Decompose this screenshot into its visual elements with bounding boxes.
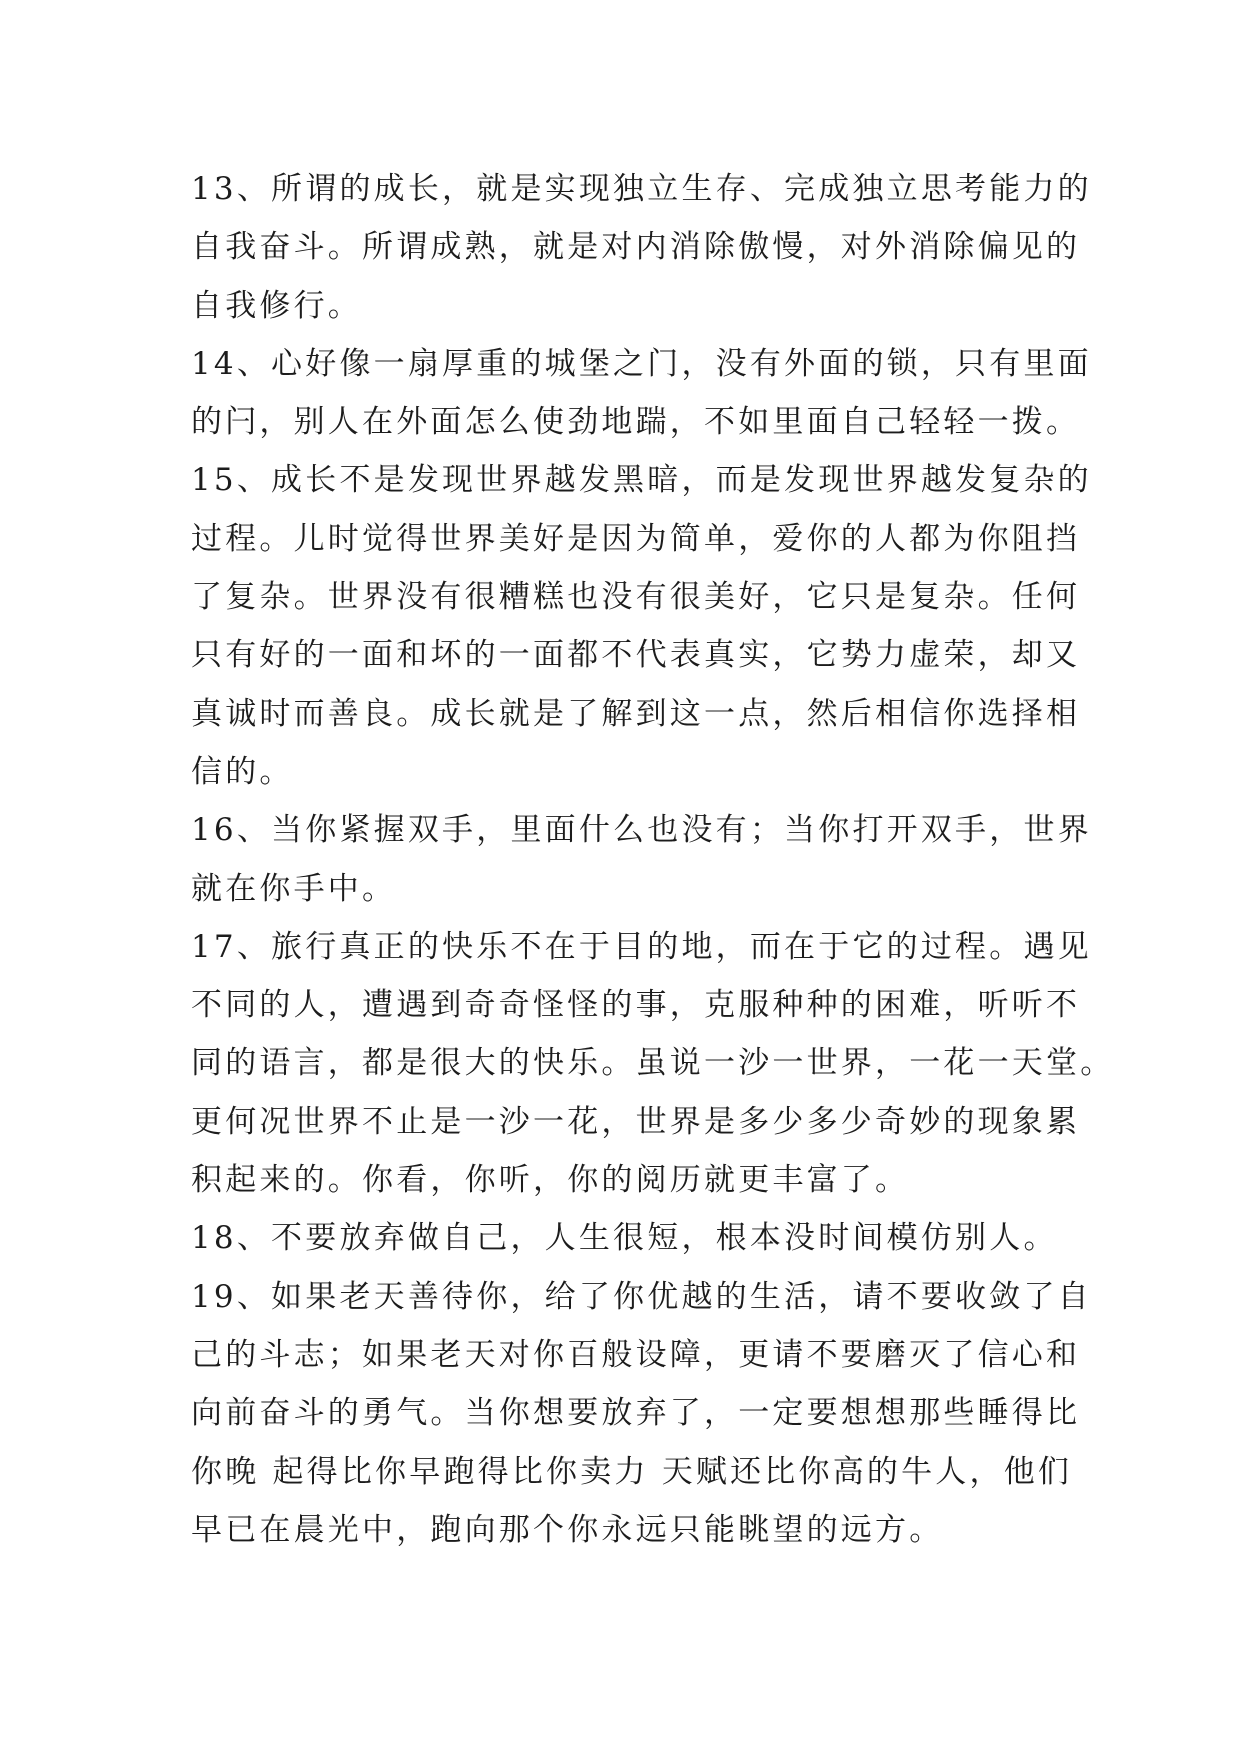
text-line-8: 了复杂。世界没有很糟糕也没有很美好，它只是复杂。任何 (191, 579, 1081, 616)
text-line-20: 19、如果老天善待你，给了你优越的生活，请不要收敛了自 (191, 1278, 1092, 1315)
text-line-13: 就在你手中。 (191, 870, 397, 907)
document-body (191, 160, 1115, 1559)
text-line-11: 信的。 (191, 753, 294, 790)
text-line-22: 向前奋斗的勇气。当你想要放弃了，一定要想想那些睡得比 (191, 1395, 1081, 1432)
text-line-17: 更何况世界不止是一沙一花，世界是多少多少奇妙的现象累 (191, 1103, 1081, 1140)
text-line-3: 自我修行。 (191, 287, 362, 324)
text-line-9: 只有好的一面和坏的一面都不代表真实，它势力虚荣，却又 (191, 637, 1081, 674)
text-line-6: 15、成长不是发现世界越发黑暗，而是发现世界越发复杂的 (191, 462, 1092, 499)
text-line-21: 己的斗志；如果老天对你百般设障，更请不要磨灭了信心和 (191, 1336, 1081, 1373)
text-line-1: 13、所谓的成长，就是实现独立生存、完成独立思考能力的 (191, 171, 1092, 207)
text-line-16: 同的语言，都是很大的快乐。虽说一沙一世界，一花一天堂。 (191, 1045, 1115, 1082)
text-line-18: 积起来的。你看，你听，你的阅历就更丰富了。 (191, 1162, 910, 1199)
text-line-19: 18、不要放弃做自己，人生很短，根本没时间模仿别人。 (191, 1220, 1058, 1257)
text-line-14: 17、旅行真正的快乐不在于目的地，而在于它的过程。遇见 (191, 928, 1092, 965)
text-line-4: 14、心好像一扇厚重的城堡之门，没有外面的锁，只有里面 (191, 345, 1092, 382)
text-line-12: 16、当你紧握双手，里面什么也没有；当你打开双手，世界 (191, 812, 1092, 849)
text-line-15: 不同的人，遭遇到奇奇怪怪的事，克服种种的困难，听听不 (191, 987, 1081, 1024)
text-line-2: 自我奋斗。所谓成熟，就是对内消除傲慢，对外消除偏见的 (191, 229, 1081, 266)
text-line-7: 过程。儿时觉得世界美好是因为简单，爱你的人都为你阻挡 (191, 520, 1081, 557)
text-line-10: 真诚时而善良。成长就是了解到这一点，然后相信你选择相 (191, 695, 1081, 732)
text-line-23: 你晚 起得比你早跑得比你卖力 天赋还比你高的牛人，他们 (191, 1453, 1073, 1490)
text-line-5: 的闩，别人在外面怎么使劲地踹，不如里面自己轻轻一拨。 (191, 404, 1081, 441)
text-line-24: 早已在晨光中，跑向那个你永远只能眺望的远方。 (191, 1511, 944, 1548)
